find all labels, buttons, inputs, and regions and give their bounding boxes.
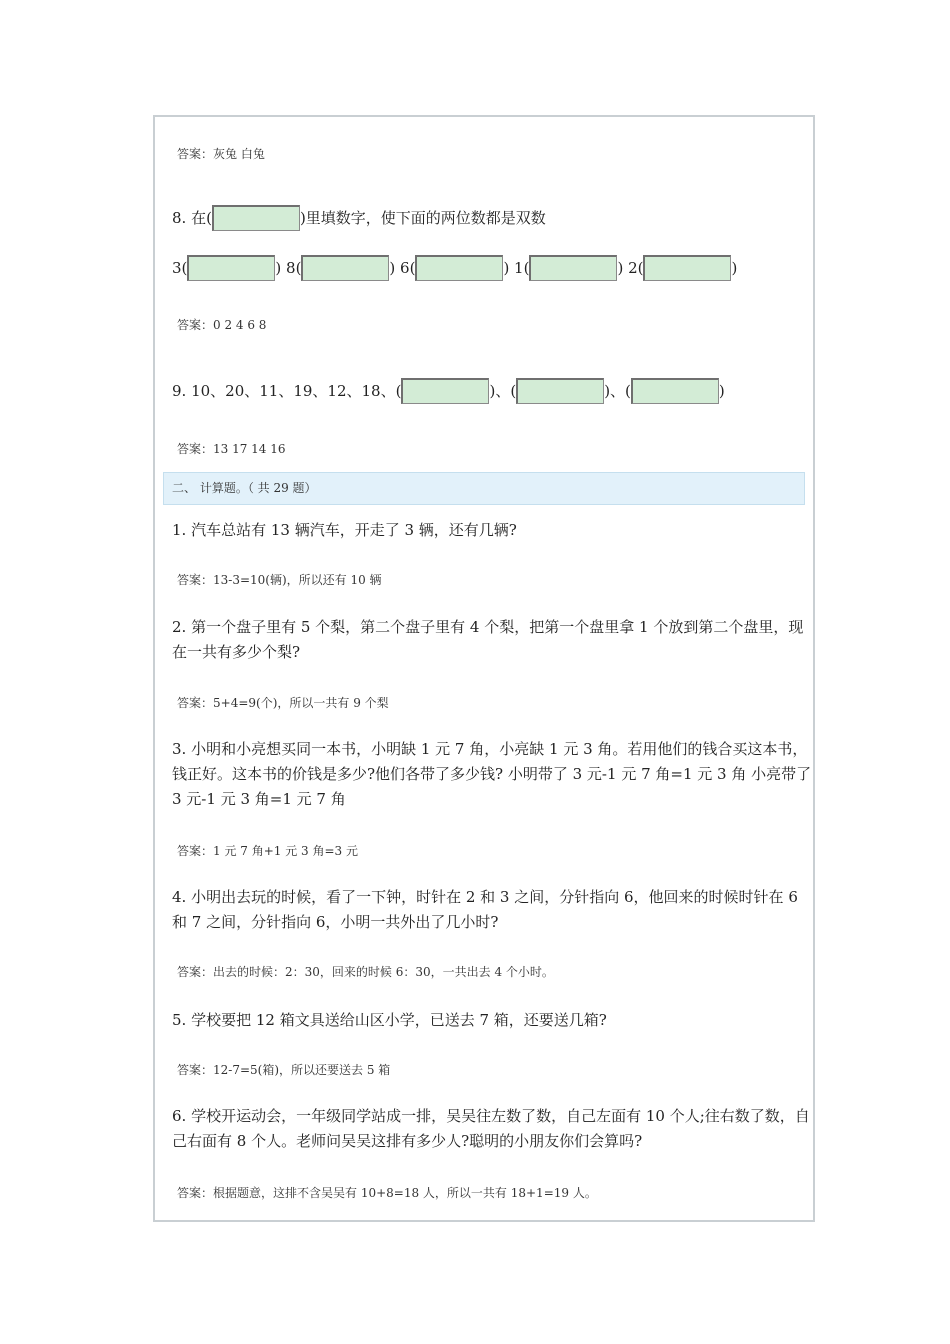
q8-row-label: ) 2(: [617, 259, 644, 277]
q8-example-box: [212, 205, 300, 231]
question-8: [172, 205, 546, 231]
calc-answer-2: 答案：5+4=9(个)，所以一共有 9 个梨: [177, 696, 389, 710]
calc-question-4: 4. 小明出去玩的时候，看了一下钟，时针在 2 和 3 之间，分针指向 6，他回来的时候时针在 6 和 7 之间，分针指向 6，小明一共外出了几小时?: [172, 888, 798, 931]
answer-input-box[interactable]: [301, 255, 389, 281]
q8-row-label: ) 8(: [275, 259, 302, 277]
q8-text-end: )里填数字，使下面的两位数都是双数: [299, 209, 546, 227]
section-header-calculation: 二、 计算题。（ 共 29 题）: [163, 472, 805, 505]
calc-answer-5: 答案：12-7=5(箱)，所以还要送去 5 箱: [177, 1063, 391, 1077]
calc-question-1: 1. 汽车总站有 13 辆汽车，开走了 3 辆，还有几辆?: [172, 521, 517, 539]
answer-input-box[interactable]: [415, 255, 503, 281]
q8-row-label: ) 1(: [503, 259, 530, 277]
q8-row-label: ) 6(: [389, 259, 416, 277]
content-frame: [153, 115, 815, 1222]
q9-separator: )、(: [489, 382, 517, 400]
calc-answer-3: 答案：1 元 7 角+1 元 3 角=3 元: [177, 844, 358, 858]
answer-input-box[interactable]: [631, 378, 719, 404]
calc-answer-4: 答案：出去的时候：2：30，回来的时候 6：30，一共出去 4 个小时。: [177, 965, 554, 979]
answer-input-box[interactable]: [187, 255, 275, 281]
q9-separator: ): [718, 382, 725, 400]
question-9: [172, 378, 725, 404]
q9-text: 9. 10、20、11、19、12、18、(: [172, 382, 402, 400]
q9-separator: )、(: [604, 382, 631, 400]
q8-text-start: 8. 在(: [172, 209, 212, 227]
calc-answer-1: 答案：13-3=10(辆)，所以还有 10 辆: [177, 573, 382, 587]
answer-input-box[interactable]: [401, 378, 489, 404]
calc-question-3: 3. 小明和小亮想买同一本书，小明缺 1 元 7 角，小亮缺 1 元 3 角。若用他们的钱合买这本书，钱正好。这本书的价钱是多少?他们各带了多少钱? 小明带了 3 元-1 元 7 角=1 元 3 角 小亮带了 3 元-1 元 3 角=1 元 7 角: [172, 740, 812, 808]
answer-8: 答案：0 2 4 6 8: [177, 318, 267, 332]
calc-question-5: 5. 学校要把 12 箱文具送给山区小学，已送去 7 箱，还要送几箱?: [172, 1011, 607, 1029]
answer-input-box[interactable]: [643, 255, 731, 281]
q8-row-label: ): [731, 259, 738, 277]
calc-question-6: 6. 学校开运动会，一年级同学站成一排，吴吴往左数了数，自己左面有 10 个人;往右数了数，自己右面有 8 个人。老师问吴吴这排有多少人?聪明的小朋友你们会算吗?: [172, 1107, 810, 1150]
calc-answer-6: 答案：根据题意，这排不含吴吴有 10+8=18 人，所以一共有 18+1=19 人。: [177, 1186, 597, 1200]
answer-input-box[interactable]: [529, 255, 617, 281]
answer-7: 答案：灰兔 白兔: [177, 147, 265, 161]
answer-9: 答案：13 17 14 16: [177, 442, 286, 456]
q8-row: [172, 255, 737, 281]
answer-input-box[interactable]: [516, 378, 604, 404]
calc-question-2: 2. 第一个盘子里有 5 个梨，第二个盘子里有 4 个梨，把第一个盘里拿 1 个放到第二个盘里，现在一共有多少个梨?: [172, 618, 804, 661]
q8-row-label: 3(: [172, 259, 188, 277]
